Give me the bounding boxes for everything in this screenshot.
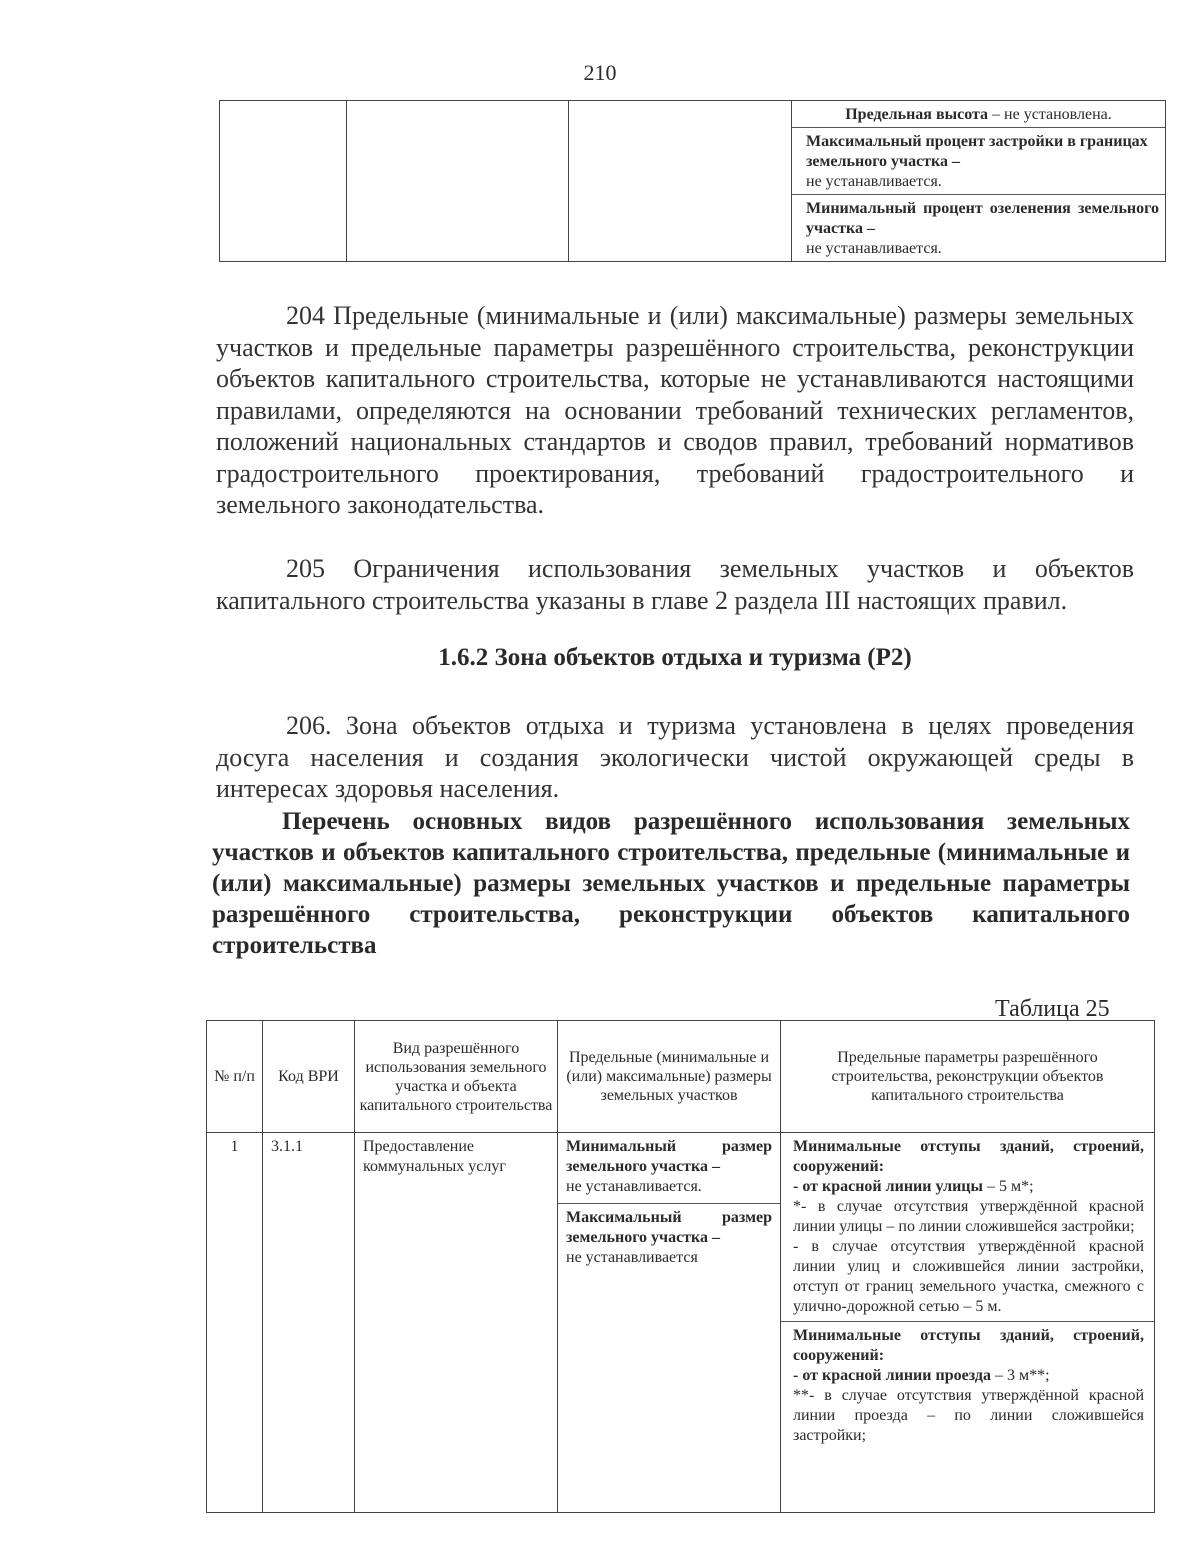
table-label: Таблица 25 [995,996,1110,1022]
page-number: 210 [583,60,617,85]
table-cell [347,101,569,262]
zoning-table [206,1020,1155,1513]
table-header-row [207,1021,1155,1133]
table-cell [569,101,792,262]
header-num: № п/п [207,1021,263,1133]
header-params: Предельные параметры разрешённого строительства, реконструкции объектов капитального строительства [781,1021,1155,1133]
paragraph-206: 206. Зона объектов отдыха и туризма установлена в целях проведения досуга населения и создания экологически чистой окружающей среды в интересах здоровья населения. [216,711,1134,803]
header-code: Код ВРИ [263,1021,355,1133]
row-num: 1 [207,1133,263,1513]
page-bottom-margin [0,1515,1200,1553]
max-size-block: Максимальный размер земельного участка – не устанавливается [558,1203,780,1274]
setback-street-block: Минимальные отступы зданий, строений, сооружений: - от красной линии улицы – 5 м*; *- в случае отсутствия утверждённой красной линии улицы – по линии сложившейся застройки; - в случае отсутствия утверждённой красной линии улиц и сложившейся линии застройки, отступ от границ земельного участка, смежного с улично-дорожной сетью – 5 м. [793,1138,1144,1315]
row-use-type: Предоставление коммунальных услуг [355,1133,558,1513]
table-cell [220,101,347,262]
table-row [207,1133,1155,1513]
max-height-cell: Предельная высота – не установлена. [792,101,1165,128]
row-sizes [558,1133,781,1513]
row-params [781,1133,1155,1513]
max-build-percent-cell: Максимальный процент застройки в границах земельного участка – не устанавливается. [792,128,1165,195]
paragraph-205: 205 Ограничения использования земельных участков и объектов капитального строительства указаны в главе 2 раздела III настоящих правил. [216,554,1134,615]
list-title: Перечень основных видов разрешённого использования земельных участков и объектов капитального строительства, предельные (минимальные и (или) максимальные) размеры земельных участков и предельные параметры разрешённого строительства, реконструкции объектов капитального строительства [212,808,1130,959]
header-use-type: Вид разрешённого использования земельного участка и объекта капитального строительства [355,1021,558,1133]
setback-driveway-block: Минимальные отступы зданий, строений, сооружений: - от красной линии проезда – 3 м**; **- в случае отсутствия утверждённой красной линии проезда – по линии сложившейся застройки; [781,1321,1154,1450]
section-heading: 1.6.2 Зона объектов отдыха и туризма (Р2) [438,644,912,671]
table-cell [792,101,1166,262]
continuation-table [219,100,1166,262]
min-green-percent-cell: Минимальный процент озеленения земельного участка – не устанавливается. [806,200,1159,257]
paragraph-204: 204 Предельные (минимальные и (или) максимальные) размеры земельных участков и предельные параметры разрешённого строительства, реконструкции объектов капитального строительства, которые не устанавливаются настоящими правилами, определяются на основании требований технических регламентов, положений национальных стандартов и сводов правил, требований нормативов градостроительного проектирования, требований градостроительного и земельного законодательства. [216,301,1134,519]
header-sizes: Предельные (минимальные и (или) максимальные) размеры земельных участков [558,1021,781,1133]
row-code: 3.1.1 [263,1133,355,1513]
min-size-block: Минимальный размер земельного участка – не устанавливается. [566,1138,772,1195]
